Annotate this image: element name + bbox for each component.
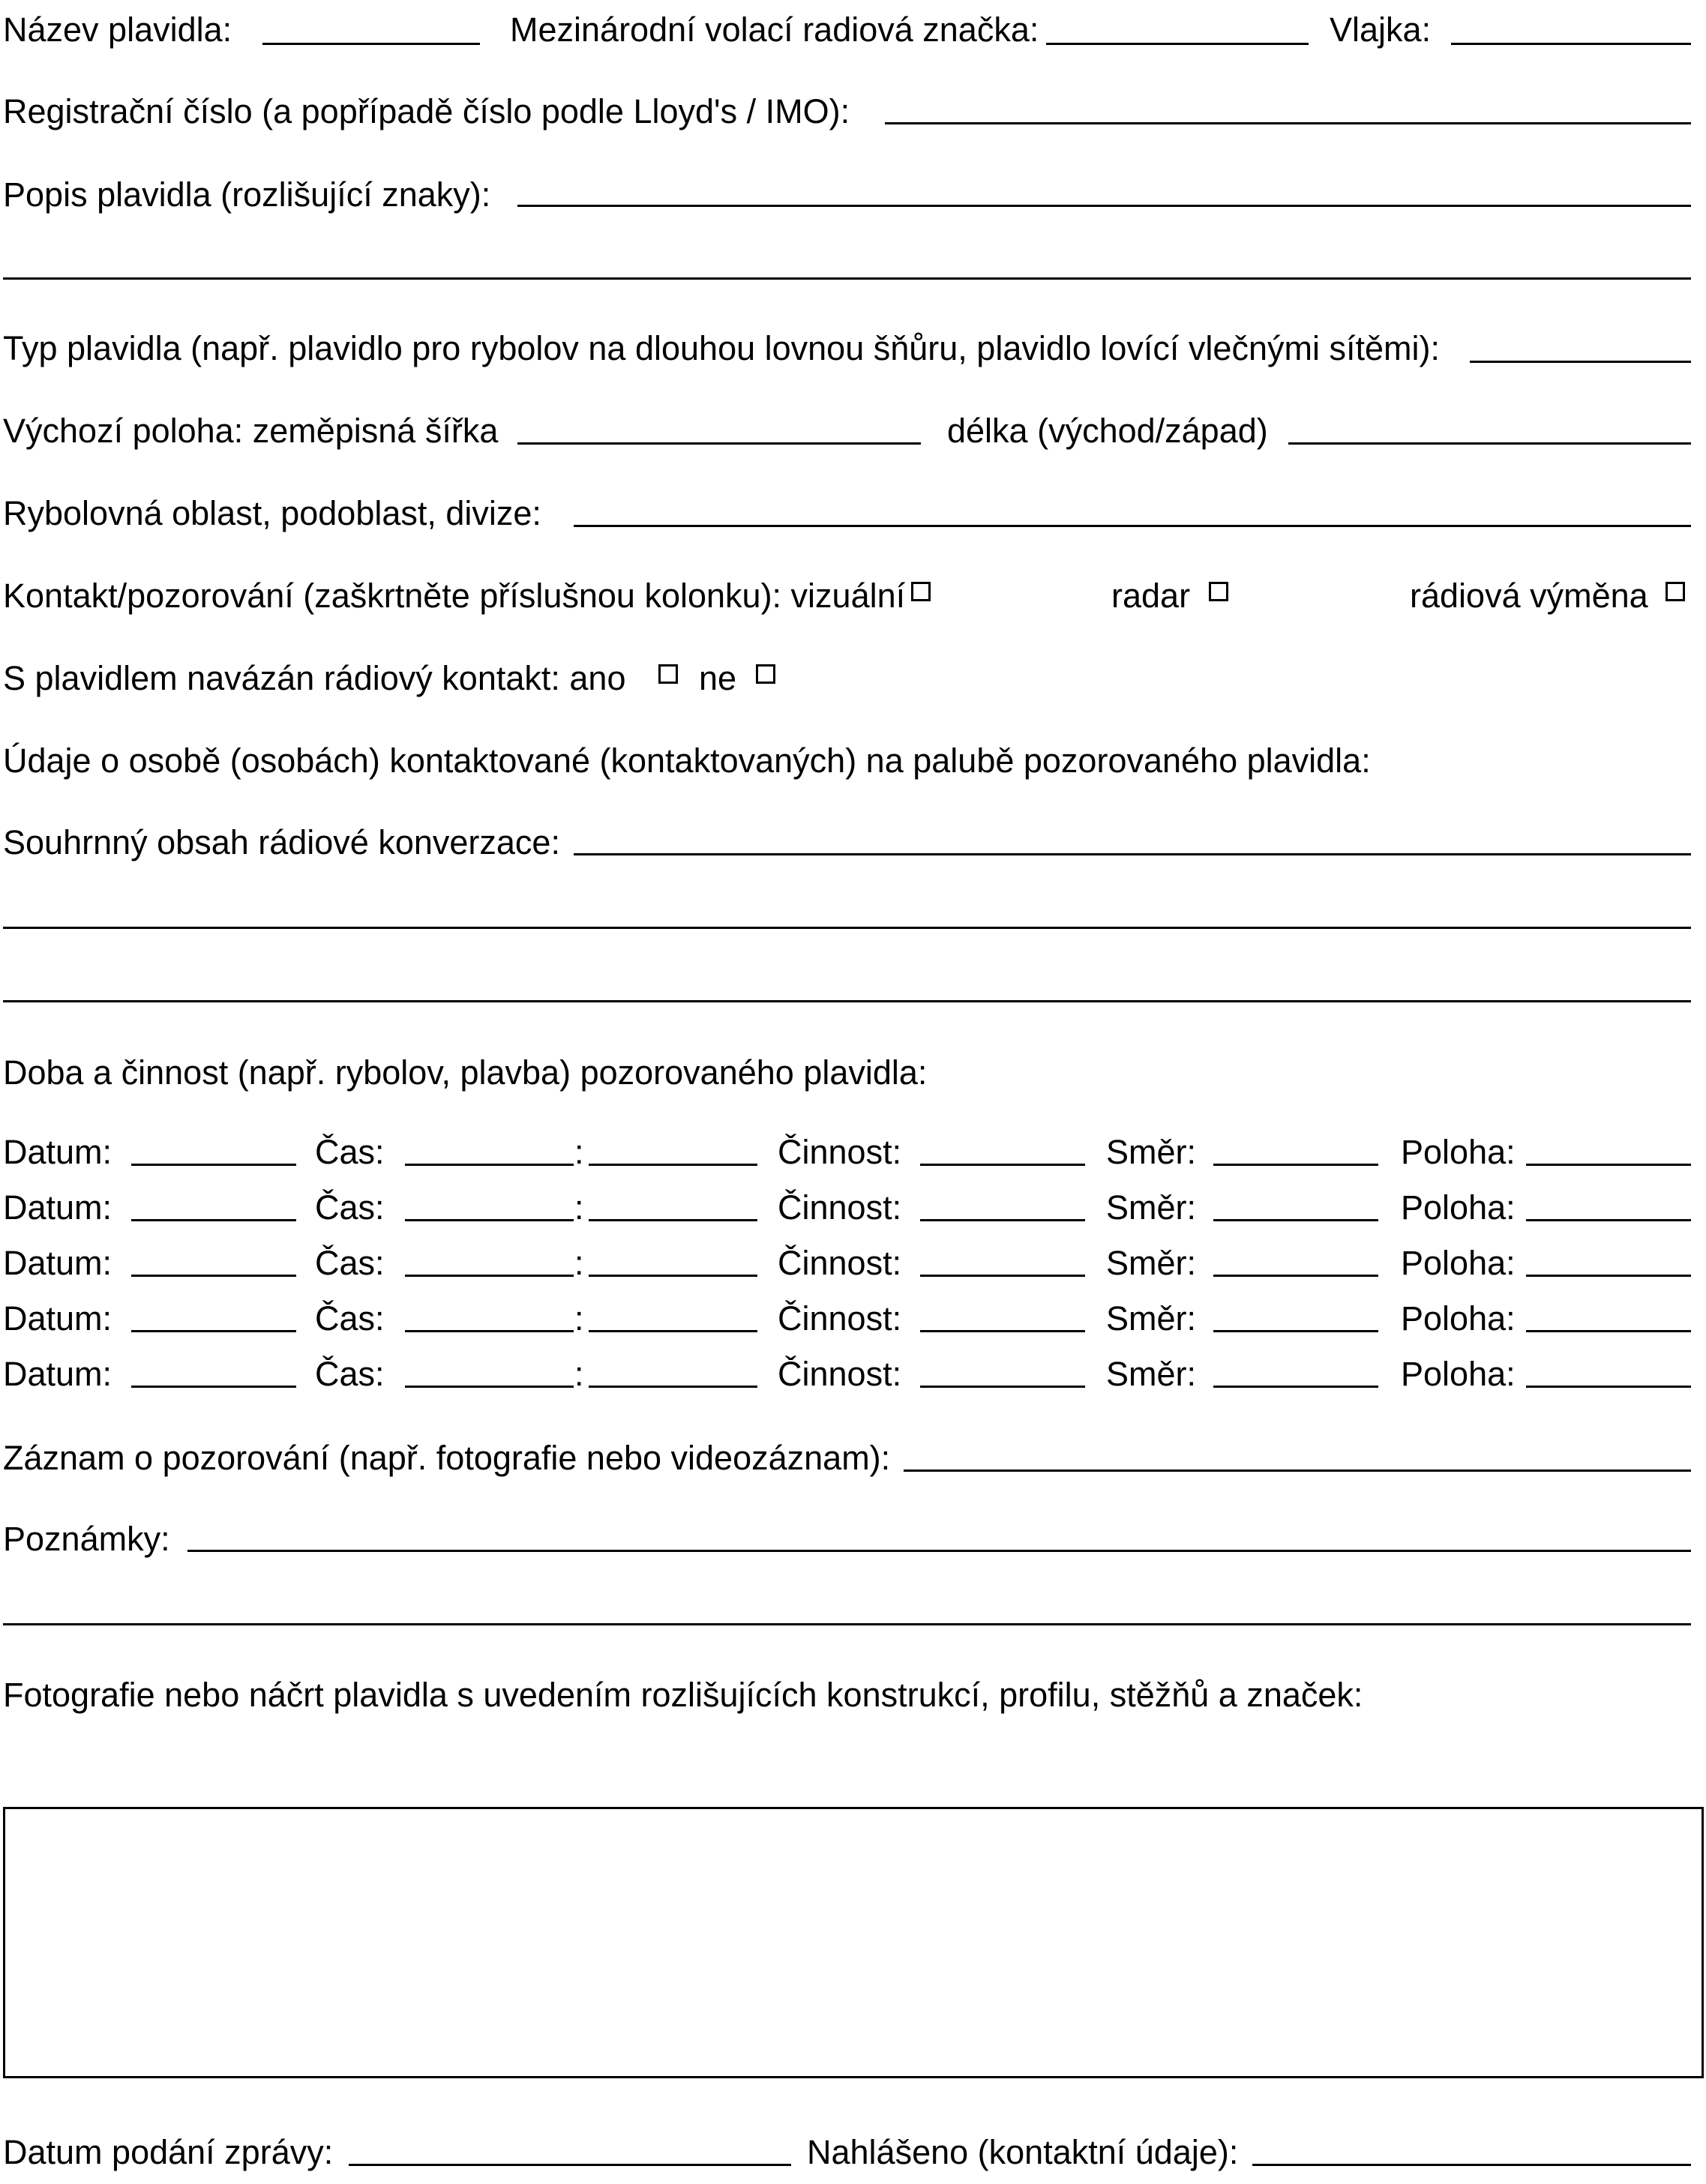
flag-field[interactable] (1451, 43, 1691, 45)
latitude-label: Výchozí poloha: zeměpisná šířka (3, 412, 499, 450)
radio-exchange-label: rádiová výměna (1410, 577, 1648, 615)
activity-type-field[interactable] (920, 1219, 1085, 1221)
record-field[interactable] (904, 1469, 1691, 1472)
record-label: Záznam o pozorování (např. fotografie nebo videozáznam): (3, 1439, 891, 1477)
direction-label: Směr: (1106, 1133, 1197, 1171)
position-field[interactable] (1526, 1386, 1691, 1388)
activity-type-field[interactable] (920, 1330, 1085, 1332)
direction-label: Směr: (1106, 1188, 1197, 1227)
date-field[interactable] (131, 1330, 296, 1332)
time-minutes-field[interactable] (589, 1386, 757, 1388)
notes-field[interactable] (187, 1550, 1691, 1552)
vessel-type-label: Typ plavidla (např. plavidlo pro rybolov na dlouhou lovnou šňůru, plavidlo lovící vlečnými sítěmi): (3, 329, 1440, 367)
position-label: Poloha: (1401, 1244, 1516, 1282)
flag-label: Vlajka: (1330, 10, 1432, 49)
direction-field[interactable] (1213, 1219, 1378, 1221)
reported-by-field[interactable] (1252, 2164, 1691, 2166)
longitude-field[interactable] (1288, 442, 1691, 445)
direction-field[interactable] (1213, 1386, 1378, 1388)
time-minutes-field[interactable] (589, 1219, 757, 1221)
visual-checkbox[interactable] (911, 582, 931, 601)
vessel-type-field[interactable] (1470, 361, 1691, 363)
fishing-area-label: Rybolovná oblast, podoblast, divize: (3, 494, 541, 532)
activity-type-label: Činnost: (778, 1133, 902, 1171)
radio-exchange-checkbox[interactable] (1666, 582, 1685, 601)
direction-label: Směr: (1106, 1355, 1197, 1393)
radio-contact-label: S plavidlem navázán rádiový kontakt: ano (3, 659, 626, 697)
reported-by-label: Nahlášeno (kontaktní údaje): (807, 2133, 1239, 2171)
time-label: Čas: (315, 1188, 385, 1227)
time-hours-field[interactable] (405, 1219, 574, 1221)
registration-label: Registrační číslo (a popřípadě číslo podle Lloyd's / IMO): (3, 92, 850, 130)
time-minutes-field[interactable] (589, 1330, 757, 1332)
activity-label: Doba a činnost (např. rybolov, plavba) pozorovaného plavidla: (3, 1053, 928, 1092)
contact-label: Kontakt/pozorování (zaškrtněte příslušnou kolonku): vizuální (3, 577, 906, 615)
time-hours-field[interactable] (405, 1330, 574, 1332)
time-colon: : (574, 1244, 584, 1282)
description-field[interactable] (517, 205, 1691, 207)
position-label: Poloha: (1401, 1299, 1516, 1338)
time-minutes-field[interactable] (589, 1275, 757, 1277)
time-colon: : (574, 1299, 584, 1338)
no-label: ne (699, 659, 737, 697)
direction-field[interactable] (1213, 1275, 1378, 1277)
time-colon: : (574, 1355, 584, 1393)
position-field[interactable] (1526, 1164, 1691, 1166)
date-label: Datum: (3, 1355, 112, 1393)
radio-summary-field-3[interactable] (3, 1000, 1691, 1002)
notes-field-2[interactable] (3, 1623, 1691, 1625)
longitude-label: délka (východ/západ) (947, 412, 1268, 450)
position-field[interactable] (1526, 1219, 1691, 1221)
no-checkbox[interactable] (756, 664, 775, 684)
activity-type-label: Činnost: (778, 1299, 902, 1338)
direction-label: Směr: (1106, 1244, 1197, 1282)
date-label: Datum: (3, 1299, 112, 1338)
persons-label: Údaje o osobě (osobách) kontaktované (kontaktovaných) na palubě pozorovaného plavidla: (3, 741, 1371, 780)
callsign-field[interactable] (1046, 43, 1309, 45)
date-field[interactable] (131, 1386, 296, 1388)
position-field[interactable] (1526, 1275, 1691, 1277)
notes-label: Poznámky: (3, 1520, 170, 1558)
time-colon: : (574, 1188, 584, 1227)
direction-label: Směr: (1106, 1299, 1197, 1338)
date-label: Datum: (3, 1188, 112, 1227)
time-minutes-field[interactable] (589, 1164, 757, 1166)
direction-field[interactable] (1213, 1164, 1378, 1166)
time-hours-field[interactable] (405, 1386, 574, 1388)
date-field[interactable] (131, 1219, 296, 1221)
activity-type-label: Činnost: (778, 1244, 902, 1282)
position-label: Poloha: (1401, 1133, 1516, 1171)
description-label: Popis plavidla (rozlišující znaky): (3, 175, 491, 214)
position-label: Poloha: (1401, 1188, 1516, 1227)
radar-label: radar (1111, 577, 1191, 615)
report-date-label: Datum podání zprávy: (3, 2133, 334, 2171)
activity-type-label: Činnost: (778, 1188, 902, 1227)
report-date-field[interactable] (349, 2164, 791, 2166)
position-label: Poloha: (1401, 1355, 1516, 1393)
callsign-label: Mezinárodní volací radiová značka: (510, 10, 1039, 49)
time-label: Čas: (315, 1355, 385, 1393)
activity-type-field[interactable] (920, 1386, 1085, 1388)
position-field[interactable] (1526, 1330, 1691, 1332)
vessel-name-label: Název plavidla: (3, 10, 232, 49)
photo-label: Fotografie nebo náčrt plavidla s uvedením rozlišujících konstrukcí, profilu, stěžňů a značek: (3, 1676, 1363, 1714)
registration-field[interactable] (885, 122, 1691, 124)
time-label: Čas: (315, 1133, 385, 1171)
time-label: Čas: (315, 1299, 385, 1338)
radar-checkbox[interactable] (1209, 582, 1228, 601)
fishing-area-field[interactable] (574, 525, 1691, 527)
radio-summary-field[interactable] (574, 853, 1691, 855)
vessel-name-field[interactable] (262, 43, 480, 45)
latitude-field[interactable] (517, 442, 921, 445)
date-label: Datum: (3, 1133, 112, 1171)
time-hours-field[interactable] (405, 1164, 574, 1166)
time-label: Čas: (315, 1244, 385, 1282)
activity-type-label: Činnost: (778, 1355, 902, 1393)
description-field-2[interactable] (3, 277, 1691, 280)
direction-field[interactable] (1213, 1330, 1378, 1332)
activity-type-field[interactable] (920, 1164, 1085, 1166)
radio-summary-label: Souhrnný obsah rádiové konverzace: (3, 823, 560, 861)
photo-sketch-box[interactable] (3, 1807, 1704, 2078)
date-label: Datum: (3, 1244, 112, 1282)
time-hours-field[interactable] (405, 1275, 574, 1277)
time-colon: : (574, 1133, 584, 1171)
yes-checkbox[interactable] (658, 664, 678, 684)
date-field[interactable] (131, 1164, 296, 1166)
activity-type-field[interactable] (920, 1275, 1085, 1277)
date-field[interactable] (131, 1275, 296, 1277)
radio-summary-field-2[interactable] (3, 927, 1691, 929)
